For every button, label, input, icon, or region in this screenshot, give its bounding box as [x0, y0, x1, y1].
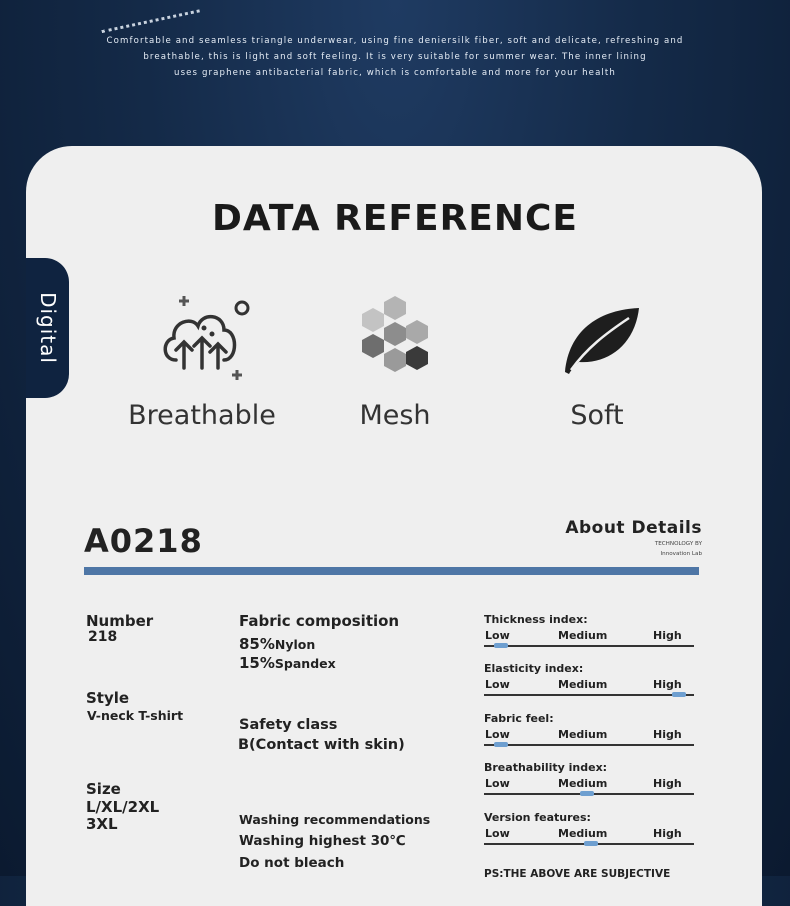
breathable-icon: [112, 290, 292, 386]
intro-line: Comfortable and seamless triangle underwear, using fine deniersilk fiber, soft and delicate, refreshing and: [106, 36, 684, 46]
index-elasticity: [484, 662, 696, 692]
index-thickness: [484, 613, 696, 643]
about-details: [565, 518, 702, 557]
about-subtitle-1: TECHNOLOGY BY: [654, 541, 702, 547]
scale-high: High: [653, 728, 682, 741]
fabric-row: [239, 653, 336, 672]
side-tab-label: Digital: [35, 292, 60, 364]
index-scale: [484, 827, 696, 841]
feature-label: Soft: [570, 400, 624, 431]
fabric-name: Spandex: [274, 656, 336, 671]
index-scale: [484, 629, 696, 643]
index-name: Fabric feel:: [484, 712, 554, 725]
safety-value: B(Contact with skin): [238, 737, 405, 753]
intro-line: uses graphene antibacterial fabric, which is comfortable and more for your health: [174, 68, 616, 78]
feature-label: Mesh: [359, 400, 431, 431]
washing-line: Washing highest 30℃: [239, 833, 406, 849]
scale-medium: Medium: [558, 728, 608, 741]
scale-low: Low: [485, 777, 510, 790]
fabric-percent: 85%: [239, 635, 275, 653]
scale-marker: [494, 742, 508, 747]
intro-line: breathable, this is light and soft feeling. It is very suitable for summer wear. The inner lining: [143, 52, 647, 62]
index-name: Version features:: [484, 811, 591, 824]
fabric-percent: 15%: [239, 654, 275, 672]
footnote: PS:THE ABOVE ARE SUBJECTIVE: [484, 868, 671, 880]
washing-label: Washing recommendations: [239, 812, 431, 827]
safety-label: Safety class: [239, 717, 338, 733]
scale-line: [484, 744, 694, 746]
side-tab-label-wrap: [26, 258, 69, 398]
model-number: A0218: [84, 522, 203, 560]
scale-marker: [584, 841, 598, 846]
feature-label: Breathable: [128, 400, 276, 431]
fabric-row: [239, 634, 315, 653]
scale-high: High: [653, 678, 682, 691]
index-fabric-feel: [484, 712, 696, 742]
size-label: Size: [86, 780, 121, 798]
feature-breathable: [112, 290, 292, 431]
scale-medium: Medium: [558, 777, 608, 790]
scale-medium: Medium: [558, 678, 608, 691]
style-value: V-neck T-shirt: [87, 708, 184, 723]
fabric-label: Fabric composition: [239, 612, 400, 630]
scale-marker: [494, 643, 508, 648]
feature-mesh: [305, 290, 485, 431]
index-name: Thickness index:: [484, 613, 588, 626]
mesh-icon: [305, 290, 485, 386]
feature-soft: [507, 290, 687, 431]
scale-medium: Medium: [558, 629, 608, 642]
index-scale: [484, 777, 696, 791]
page-title: DATA REFERENCE: [211, 198, 579, 239]
about-title: About Details: [565, 518, 702, 538]
about-subtitle-2: Innovation Lab: [660, 550, 702, 557]
scale-line: [484, 645, 694, 647]
index-scale: [484, 728, 696, 742]
scale-high: High: [653, 629, 682, 642]
scale-low: Low: [485, 678, 510, 691]
leaf-icon: [507, 290, 687, 386]
index-name: Breathability index:: [484, 761, 608, 774]
scale-medium: Medium: [558, 827, 608, 840]
scale-line: [484, 694, 694, 696]
index-breathability: [484, 761, 696, 791]
scale-low: Low: [485, 827, 510, 840]
index-name: Elasticity index:: [484, 662, 584, 675]
scale-high: High: [653, 827, 682, 840]
index-scale: [484, 678, 696, 692]
scale-low: Low: [485, 728, 510, 741]
number-label: Number: [86, 612, 154, 630]
fabric-name: Nylon: [274, 637, 316, 652]
number-value: 218: [88, 629, 118, 645]
scale-marker: [580, 791, 594, 796]
index-version: [484, 811, 696, 841]
style-label: Style: [86, 689, 130, 707]
scale-low: Low: [485, 629, 510, 642]
size-value: 3XL: [86, 815, 118, 833]
intro-text: [90, 33, 700, 81]
scale-marker: [672, 692, 686, 697]
size-value: L/XL/2XL: [86, 798, 160, 816]
washing-line: Do not bleach: [239, 855, 345, 871]
accent-divider: [84, 567, 699, 575]
scale-high: High: [653, 777, 682, 790]
